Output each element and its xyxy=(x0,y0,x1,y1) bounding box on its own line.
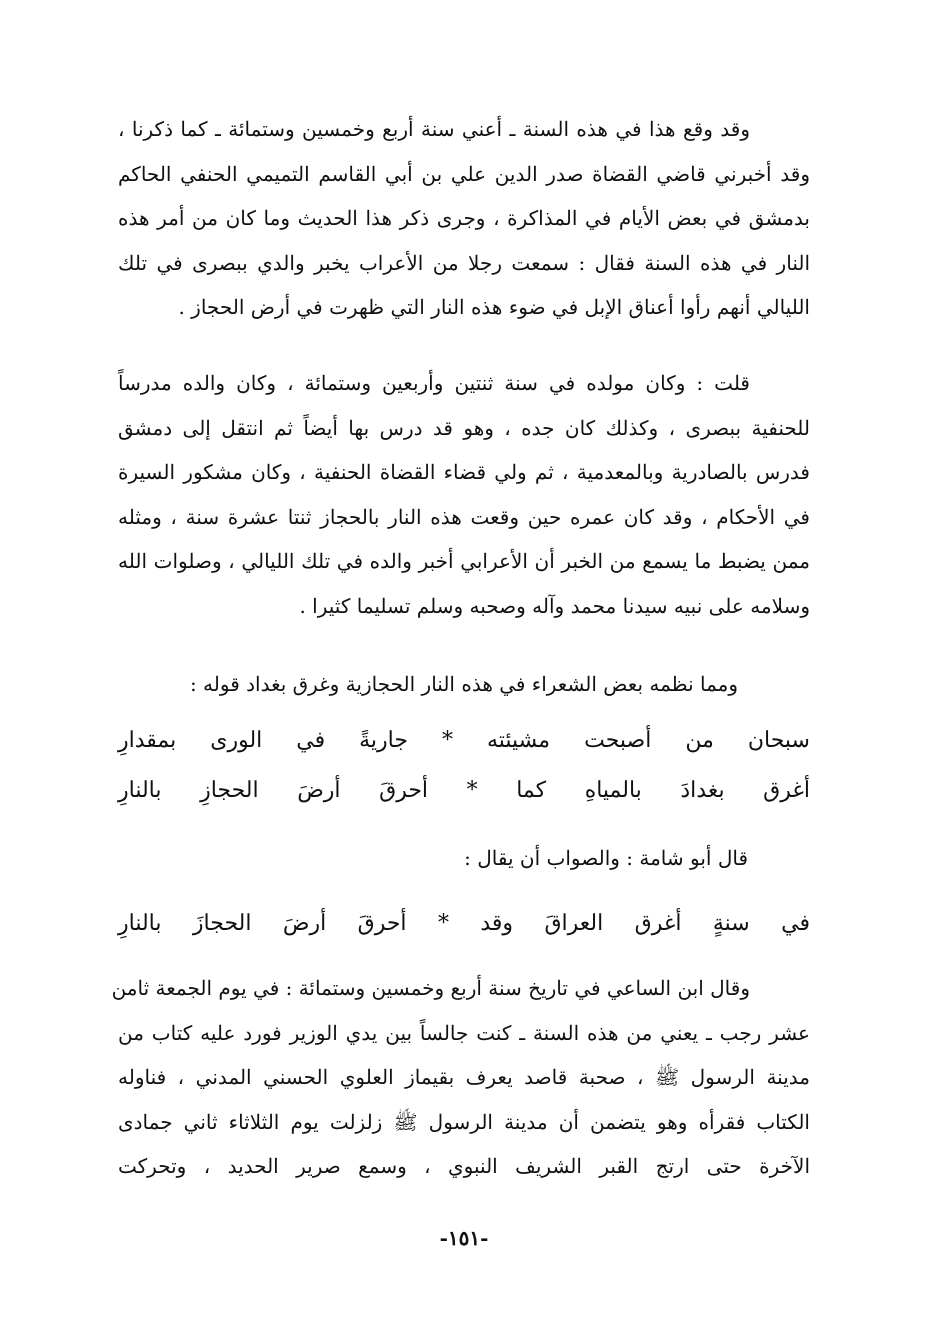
verse-2-word-2: سنةٍ xyxy=(712,911,750,936)
verse-2-word-1: في xyxy=(781,911,810,936)
verse-2-word-6: أحرقَ xyxy=(357,911,407,936)
paragraph-3 xyxy=(111,966,810,1189)
paragraph-1-line-4: النار في هذه السنة فقال : سمعت رجلا من الأعراب يخبر والدي ببصرى في تلك xyxy=(118,250,810,275)
paragraph-2-line-3: فدرس بالصادرية وبالمعدمية ، ثم ولي قضاء القضاة الحنفية ، وكان مشكور السيرة xyxy=(118,460,810,484)
verse-1-line-2: أغرق بغدادَ بالمياهِ كما * أحرقَ أرضَ الحجازِ بالنارِ xyxy=(118,778,810,803)
verse-2-word-4: العراقَ xyxy=(544,911,604,936)
paragraph-1-line-2: وقد أخبرني قاضي القضاة صدر الدين علي بن أبي القاسم التميمي الحنفي الحاكم xyxy=(118,161,810,186)
paragraph-2-line-6: وسلامه على نبيه سيدنا محمد وآله وصحبه وسلم تسليما كثيرا . xyxy=(299,593,810,618)
paragraph-2-line-2: للحنفية ببصرى ، وكذلك كان جده ، وهو قد درس بها أيضاً ثم انتقل إلى دمشق xyxy=(118,415,810,440)
paragraph-1-line-5: الليالي أنهم رأوا أعناق الإبل في ضوء هذه النار التي ظهرت في أرض الحجاز . xyxy=(178,295,810,319)
paragraph-1 xyxy=(118,107,810,330)
verse-2-word-5: وقد xyxy=(480,911,514,936)
paragraph-2 xyxy=(118,361,810,628)
verse-2-word-7: أرضَ xyxy=(282,911,327,936)
verse-1-line-1: سبحان من أصبحت مشيئته * جاريةً في الورى بمقدارِ xyxy=(118,728,810,753)
paragraph-1-line-1: وقد وقع هذا في هذه السنة ـ أعني سنة أربع وخمسين وستمائة ـ كما ذكرنا ، xyxy=(118,117,750,141)
poem-intro: ومما نظمه بعض الشعراء في هذه النار الحجازية وغرق بغداد قوله : xyxy=(189,672,739,696)
verse-2 xyxy=(118,902,810,946)
verse-1 xyxy=(118,716,810,816)
verse-2-word-3: أغرق xyxy=(634,911,682,936)
verse-2-word-9: بالنارِ xyxy=(118,911,162,936)
paragraph-2-line-4: في الأحكام ، وقد كان عمره حين وقعت هذه النار بالحجاز ثنتا عشرة سنة ، ومثله xyxy=(118,504,810,529)
paragraph-3-line-1: وقال ابن الساعي في تاريخ سنة أربع وخمسين وستمائة : في يوم الجمعة ثامن xyxy=(111,976,750,1000)
paragraph-2-line-5: ممن يضبط ما يسمع من الخبر أن الأعرابي أخبر والده في تلك الليالي ، وصلوات الله xyxy=(118,549,810,573)
paragraph-3-line-3: مدينة الرسول ﷺ ، صحبة قاصد يعرف بقيماز العلوي الحسني المدني ، فناوله xyxy=(118,1065,810,1089)
paragraph-1-line-3: بدمشق في بعض الأيام في المذاكرة ، وجرى ذكر هذا الحديث وما كان من أمر هذه xyxy=(118,206,810,230)
paragraph-3-line-5: الآخرة حتى ارتج القبر الشريف النبوي ، وسمع صرير الحديد ، وتحركت xyxy=(118,1154,810,1178)
verse-2-word-8: الحجازَ xyxy=(192,911,252,936)
paragraph-3-line-2: عشر رجب ـ يعني من هذه السنة ـ كنت جالساً بين يدي الوزير فورد عليه كتاب من xyxy=(118,1020,810,1045)
paragraph-2-line-1: قلت : وكان مولده في سنة ثنتين وأربعين وستمائة ، وكان والده مدرساً xyxy=(118,371,750,395)
abu-shama-line: قال أبو شامة : والصواب أن يقال : xyxy=(464,846,748,870)
page-number: -١٥١- xyxy=(439,1226,489,1250)
verse-2-separator: * xyxy=(437,911,449,936)
paragraph-3-line-4: الكتاب فقرأه وهو يتضمن أن مدينة الرسول ﷺ زلزلت يوم الثلاثاء ثاني جمادى xyxy=(118,1109,810,1134)
